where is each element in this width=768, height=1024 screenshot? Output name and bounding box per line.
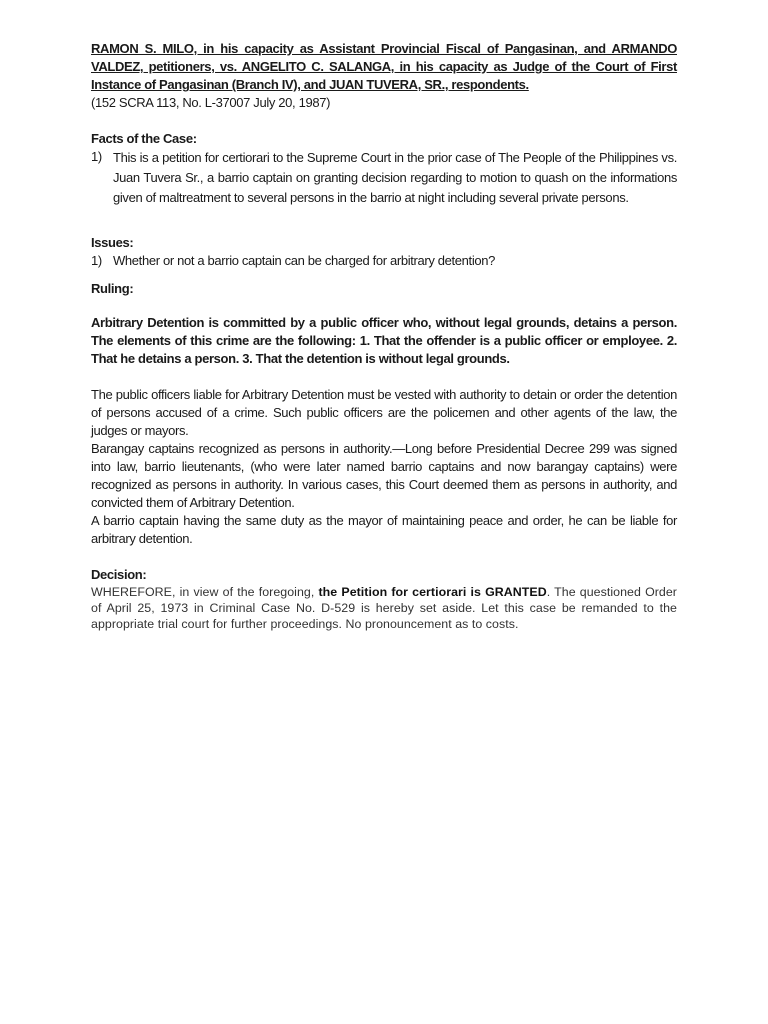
- issues-item: [91, 252, 677, 270]
- case-citation: (152 SCRA 113, No. L-37007 July 20, 1987): [91, 95, 331, 110]
- ruling-heading: Ruling:: [91, 281, 134, 296]
- ruling-paragraph-3: A barrio captain having the same duty as the mayor of maintaining peace and order, he can be liable for arbitrary detention.: [91, 513, 677, 546]
- issues-heading: Issues:: [91, 235, 134, 250]
- issues-item-text: Whether or not a barrio captain can be charged for arbitrary detention?: [113, 253, 495, 268]
- issues-item-number: 1): [91, 253, 102, 268]
- ruling-definition: Arbitrary Detention is committed by a public officer who, without legal grounds, detains a person. The elements of this crime are the following: 1. That the offender is a public officer or employee. 2. That he detains a person. 3. That the detention is without legal grounds.: [91, 315, 677, 366]
- ruling-paragraph-1: The public officers liable for Arbitrary Detention must be vested with authority to detain or order the detention of persons accused of a crime. Such public officers are the policemen and other agents of the law, the judges or mayors.: [91, 387, 677, 438]
- decision-heading: Decision:: [91, 567, 147, 582]
- facts-heading: Facts of the Case:: [91, 131, 197, 146]
- decision-text-end: . The questioned Order of April 25, 1973 in Criminal Case No. D-529 is hereby set aside. Let this case be remanded to the appropriate trial court for further proceedings. No pronouncement as to costs.: [91, 585, 677, 631]
- facts-item: [91, 148, 677, 208]
- document-page: [91, 40, 677, 632]
- decision-text: [91, 584, 677, 632]
- decision-granted: the Petition for certiorari is GRANTED: [318, 585, 547, 599]
- facts-item-text: This is a petition for certiorari to the Supreme Court in the prior case of The People of the Philippines vs. Juan Tuvera Sr., a barrio captain on granting decision regarding to motion to quash on the informations given of maltreatment to several persons in the barrio at night including several private persons.: [113, 150, 677, 205]
- decision-text-start: WHEREFORE, in view of the foregoing,: [91, 585, 319, 599]
- facts-item-number: 1): [91, 149, 102, 164]
- ruling-paragraph-2: Barangay captains recognized as persons in authority.—Long before Presidential Decree 299 was signed into law, barrio lieutenants, (who were later named barrio captains and now barangay captains) were recognized as persons in authority. In various cases, this Court deemed them as persons in authority, and convicted them of Arbitrary Detention.: [91, 441, 677, 510]
- case-title: RAMON S. MILO, in his capacity as Assistant Provincial Fiscal of Pangasinan, and ARMANDO VALDEZ, petitioners, vs. ANGELITO C. SALANGA, in his capacity as Judge of the Court of First Instance of Pangasinan (Branch IV), and JUAN TUVERA, SR., respondents.: [91, 41, 677, 92]
